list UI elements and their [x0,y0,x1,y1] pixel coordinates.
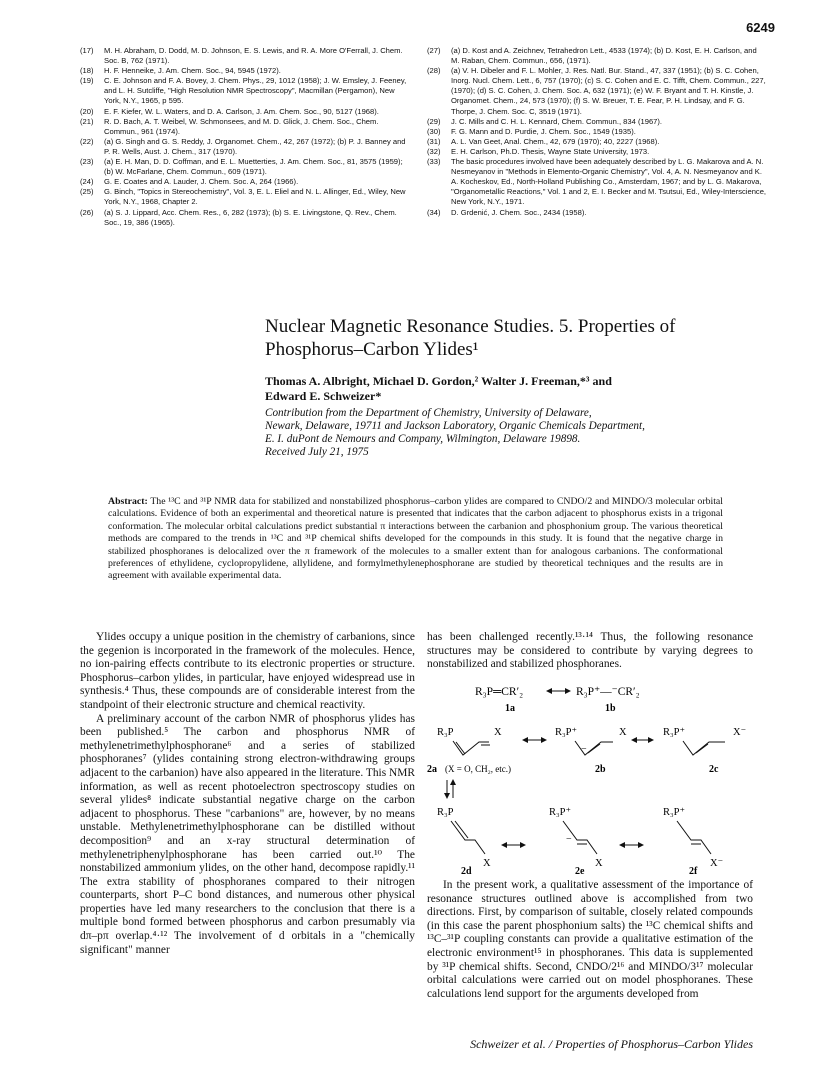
resonance-scheme [427,680,757,875]
reference-number: (18) [80,66,94,76]
body-right-bottom [427,879,753,1001]
2b-minus: − [581,744,587,755]
body-right-top [427,631,753,672]
2c-double-bond [696,744,708,753]
affiliation-line-2: Newark, Delaware, 19711 and Jackson Laboratory, Organic Chemicals Department, [265,420,645,432]
2e-x: X [595,858,603,869]
reference-number: (28) [427,66,441,76]
2d-x: X [483,858,491,869]
authors-line-1: Thomas A. Albright, Michael D. Gordon,² Walter J. Freeman,*³ and [265,374,612,388]
reference-number: (34) [427,207,441,217]
reference-item [80,66,410,76]
title-line-1: Nuclear Magnetic Resonance Studies. 5. Properties of [265,316,676,337]
reference-text: G. Binch, "Topics in Stereochemistry", Vol. 3, E. L. Eliel and N. L. Allinger, Ed., Wiley, New York, N.Y., 1968, Chapter 2. [104,187,406,207]
2a-x: X [494,727,502,738]
2c-r3p: R₃P⁺ [663,727,686,738]
reference-item [80,157,410,177]
running-footer: Schweizer et al. / Properties of Phosphorus–Carbon Ylides [470,1037,753,1051]
references-right-column [427,46,767,218]
affiliation-line-3: E. I. duPont de Nemours and Company, Wilmington, Delaware 19898. [265,433,581,445]
reference-number: (32) [427,146,441,156]
label-2a: 2a [427,764,437,775]
2a-r3p: R₃P [437,727,454,738]
affiliation-line-1: Contribution from the Department of Chemistry, University of Delaware, [265,407,592,419]
reference-number: (31) [427,136,441,146]
reference-number: (23) [80,157,94,167]
reference-item [427,127,767,137]
2f-backbone [677,821,711,854]
reference-number: (17) [80,46,94,55]
page-number: 6249 [746,20,775,35]
structure-1b: R₃P⁺—⁻CR′₂ [576,686,640,698]
title-line-2: Phosphorus–Carbon Ylides¹ [265,339,479,360]
2d-r3p: R₃P [437,807,454,818]
reference-number: (26) [80,207,94,217]
2c-backbone [683,741,725,755]
label-1b: 1b [605,703,616,714]
authors-line-2: Edward E. Schweizer* [265,389,382,403]
reference-text: E. F. Kiefer, W. L. Waters, and D. A. Carlson, J. Am. Chem. Soc., 90, 5127 (1968). [104,106,379,116]
reference-number: (22) [80,136,94,146]
received-date: Received July 21, 1975 [265,446,369,458]
2b-x: X [619,727,627,738]
reference-item [80,208,410,228]
reference-item [80,107,410,117]
label-2e: 2e [575,866,585,875]
reference-number: (33) [427,157,441,167]
reference-text: (a) D. Kost and A. Zeichnev, Tetrahedron Lett., 4533 (1974); (b) D. Kost, E. H. Carlson, and M. Raban, Chem. Commun., 656, (1971). [451,46,757,66]
abstract-text: The ¹³C and ³¹P NMR data for stabilized and nonstabilized phosphorus–carbon ylides are compared to CNDO/2 and MINDO/3 molecular orbital calculations. Evidence of both an experimental and theoretical nature is presented that indicates that the carbon adjacent to phosphorus exists in a trigonal conformation. The molecular orbital calculations predict substantial π interactions between the carbanion and phosphonium group. The various theoretical methods are compared to the trends in ¹³C and ³¹P chemical shifts developed for the compounds in this study. It is found that the negative charge in stabilized phosphoranes is delocalized over the π framework of the molecules to a smaller extent than for analogous carbanions. The conformational preferences of ethylidene, cyclopropylidene, allylidene, and formylmethylenephosphorane are studied by theoretical techniques and the results are in agreement with available experimental data. [108,496,723,582]
label-2b: 2b [595,764,606,775]
reference-number: (21) [80,116,94,126]
author-list [265,374,735,404]
reference-text: C. E. Johnson and F. A. Bovey, J. Chem. Phys., 29, 1012 (1958); J. W. Emsley, J. Feeney, and L. H. Sutcliffe, "High Resolution NMR Spectroscopy", Macmillan (Pergamon), New York, N.Y., 1965, p 595. [104,76,407,106]
reference-text: G. E. Coates and A. Lauder, J. Chem. Soc. A, 264 (1966). [104,177,299,187]
2f-r3p: R₃P⁺ [663,807,686,818]
2b-r3p: R₃P⁺ [555,727,578,738]
reference-item [427,137,767,147]
reference-text: (a) E. H. Man, D. D. Coffman, and E. L. Muetterties, J. Am. Chem. Soc., 81, 3575 (1959); (b) W. McFarlane, Chem. Commun., 609 (1971). [104,157,403,177]
reference-text: A. L. Van Geet, Anal. Chem., 42, 679 (1970); 40, 2227 (1968). [451,136,660,146]
reference-item [80,137,410,157]
reference-number: (19) [80,76,94,86]
reference-number: (25) [80,187,94,197]
structure-1a: R₃P═CR′₂ [475,686,524,698]
abstract [108,496,723,583]
label-2c: 2c [709,764,719,775]
label-2f: 2f [689,866,698,875]
2f-x: X⁻ [710,858,724,869]
2a-backbone [453,741,489,755]
reference-item [427,147,767,157]
reference-item [427,46,767,66]
label-1a: 1a [505,703,515,714]
reference-item [427,117,767,127]
reference-text: (a) V. H. Dibeler and F. L. Mohler, J. Res. Natl. Bur. Stand., 47, 337 (1951); (b) S. C. Cohen, Inorg. Nucl. Chem. Lett., 6, 757 (1970); (c) S. C. Cohen and E. C. Tifft, Chem. Commun., 227, (1970); (d) S. C. Cohen, J. Chem. Soc. A, 632 (1971); (e) W. F. Bryant and T. H. Kinstle, J. Organomet. Chem., 24, 573 (1970); (f) S. W. Breuer, T. E. Fear, P. H. Lindsay, and F. G. Thorpe, J. Chem. Soc. C, 3519 (1971). [451,66,766,116]
reference-number: (29) [427,116,441,126]
article-title [265,315,735,361]
2e-minus: − [566,834,572,845]
paragraph-preliminary: A preliminary account of the carbon NMR of phosphorus ylides has been published.⁵ The carbon and phosphorus NMR of methylenetrimethylphosphorane⁶ and a series of stabilized phosphoranes⁷ (ylides containing strong electron-withdrawing groups adjacent to the carbanion) have also appeared in the literature. This NMR information, as well as recent photoelectron spectroscopy studies on several ylides⁸ indicate substantial negative charge on the carbon adjacent to phosphorus. These "carbanions" are, however, by no means unstable. Methylenetrimethylphosphorane can be distilled without decomposition⁹ and an x-ray structural determination of methylenetriphenylphosphorane has been carried out.¹⁰ The nonstabilized ammonium ylides, on the other hand, decompose rapidly.¹¹ The extra stability of phosphoranes compared to their nitrogen counterparts, short P–C bond distances, and numerous other physical properties have led many researchers to the conclusion that there is a multiple bond formed between phosphorus and carbon presumably via dπ–pπ overlap.⁴·¹² The involvement of d orbitals in a "chemically significant" manner [80,712,415,956]
reference-number: (27) [427,46,441,55]
reference-item [80,46,410,66]
reference-item [427,208,767,218]
paragraph-present-work: In the present work, a qualitative assessment of the importance of resonance structures outlined above is accomplished from two directions. First, by comparison of suitable, closely related compounds (in this case the parent phosphonium salts) the ¹³C chemical shifts and ¹³C–³¹P coupling constants can provide a qualitative estimation of the electronic environment¹⁵ in phosphoranes. This data is supplemented by ³¹P chemical shifts. Second, CNDO/2¹⁶ and MINDO/3¹⁷ molecular orbital calculations were carried out on model phosphoranes. These calculations lend support for the arguments developed from [427,879,753,1000]
2b-double-bond [588,744,600,753]
reference-text: H. F. Henneike, J. Am. Chem. Soc., 94, 5945 (1972). [104,66,281,76]
abstract-label: Abstract: [108,496,148,507]
reference-item [427,157,767,207]
label-2d: 2d [461,866,472,875]
references-left-column [80,46,410,228]
reference-item [80,117,410,137]
reference-item [80,177,410,187]
reference-number: (24) [80,177,94,187]
paragraph-resonance: has been challenged recently.¹³·¹⁴ Thus, the following resonance structures may be considered to contribute by varying degrees to nonstabilized and stabilized phosphoranes. [427,631,753,671]
reference-text: The basic procedures involved have been adequately described by L. G. Makarova and A. N. Nesmeyanov in "Methods in Elemento-Organic Chemistry", Vol. 4, A. N. Nesmeyanov and K. A. Kocheskov, Ed., North-Holland Publishing Co., Amsterdam, 1967; and by L. G. Makarova, "Organometallic Reactions," Vol. 1 and 2, E. I. Becker and M. Tsutsui, Ed., Wiley-Interscience, New York, N.Y., 1971. [451,157,767,207]
reference-number: (30) [427,126,441,136]
reference-text: (a) G. Singh and G. S. Reddy, J. Organomet. Chem., 42, 267 (1972); (b) P. J. Banney and P. R. Wells, Aust. J. Chem., 317 (1970). [104,136,406,156]
reference-text: F. G. Mann and D. Purdie, J. Chem. Soc., 1549 (1935). [451,126,636,136]
reference-item [80,76,410,106]
reference-text: D. Grdenić, J. Chem. Soc., 2434 (1958). [451,207,587,217]
reference-item [427,66,767,116]
reference-text: E. H. Carlson, Ph.D. Thesis, Wayne State University, 1973. [451,146,650,156]
body-left-column [80,631,415,957]
2e-r3p: R₃P⁺ [549,807,572,818]
reference-item [80,187,410,207]
reference-text: J. C. Mills and C. H. L. Kennard, Chem. Commun., 834 (1967). [451,116,663,126]
reference-text: R. D. Bach, A. T. Weibel, W. Schmonsees, and M. D. Glick, J. Chem. Soc., Chem. Commun., 961 (1974). [104,116,379,136]
condition-2a: (X = O, CH₂, etc.) [445,764,511,774]
affiliation [265,407,745,459]
paragraph-intro: Ylides occupy a unique position in the chemistry of carbanions, since the gegenion is incorporated in the framework of the molecules. Hence, no ion-pairing effects contribute to its electronic properties or structure. Phosphorus–carbon ylides, in particular, have enjoyed widespread use in synthesis.⁴ Thus, these compounds are of considerable interest from the standpoint of their electronic structure and chemical reactivity. [80,631,415,711]
reference-number: (20) [80,106,94,116]
2c-x: X⁻ [733,727,747,738]
reference-text: M. H. Abraham, D. Dodd, M. D. Johnson, E. S. Lewis, and R. A. More O'Ferrall, J. Chem. Soc. B, 762 (1971). [104,46,403,66]
reference-text: (a) S. J. Lippard, Acc. Chem. Res., 6, 282 (1973); (b) S. E. Livingstone, Q. Rev., Chem. Soc., 19, 386 (1965). [104,207,397,227]
